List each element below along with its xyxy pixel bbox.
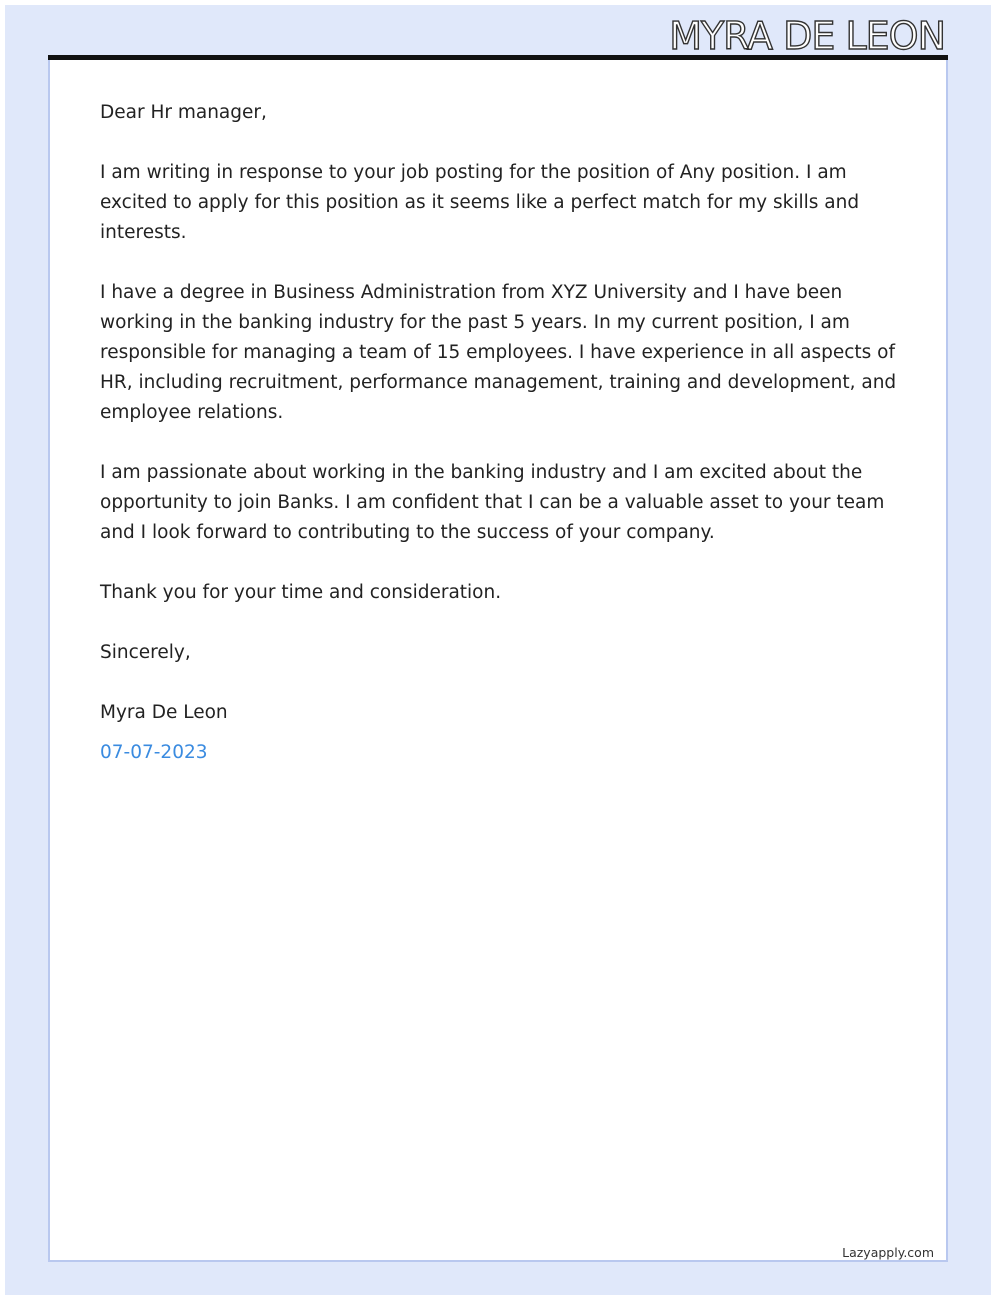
letter-paragraph: Thank you for your time and consideration.	[100, 582, 502, 603]
applicant-name-heading: MYRA DE LEON	[669, 14, 945, 58]
letter-date: 07-07-2023	[100, 742, 208, 763]
cover-letter-body	[100, 98, 900, 768]
salutation: Dear Hr manager,	[100, 102, 267, 123]
letter-paragraph: I am passionate about working in the banking industry and I am excited about the opportunity to join Banks. I am confident that I can be a valuable asset to your team and I look forward to contributing to the success of your company.	[100, 462, 885, 543]
signature-name: Myra De Leon	[100, 702, 228, 723]
closing: Sincerely,	[100, 642, 191, 663]
letter-paragraph: I am writing in response to your job posting for the position of Any position. I am excited to apply for this position as it seems like a perfect match for my skills and interests.	[100, 162, 860, 243]
footer-brand: Lazyapply.com	[842, 1245, 934, 1260]
letter-paragraph: I have a degree in Business Administration from XYZ University and I have been working in the banking industry for the past 5 years. In my current position, I am responsible for managing a team of 15 employees. I have experience in all aspects of HR, including recruitment, performance management, training and development, and employee relations.	[100, 282, 897, 423]
